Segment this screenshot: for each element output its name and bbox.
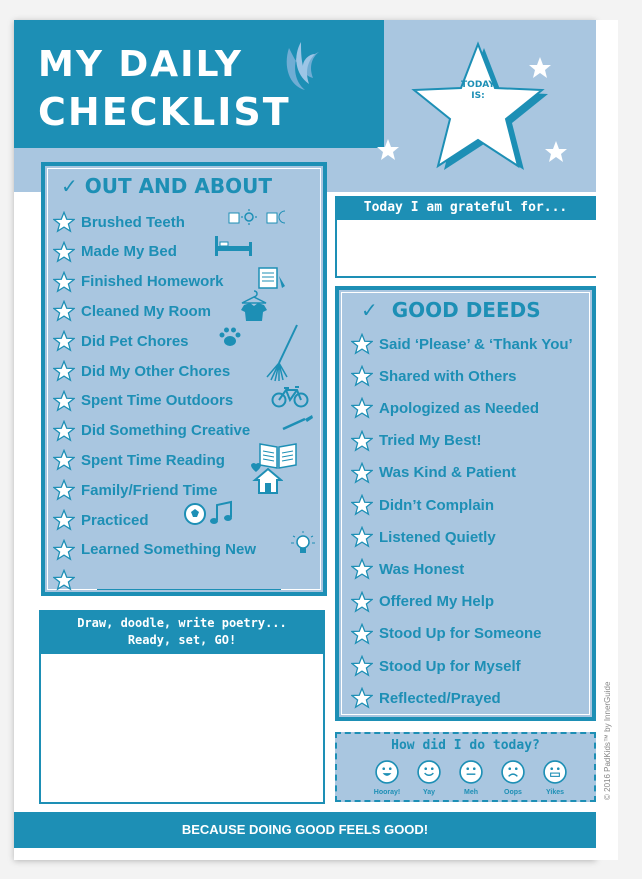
good-deed-label: Reflected/Prayed (379, 689, 501, 707)
rating-face-2[interactable] (451, 760, 491, 796)
star-checkbox-icon[interactable] (53, 479, 75, 501)
rating-face-4[interactable] (535, 760, 575, 796)
rating-face-label: Yay (422, 789, 436, 796)
star-checkbox-icon[interactable] (351, 558, 373, 580)
star-checkbox-icon[interactable] (53, 271, 75, 293)
good-deeds-title: ✓ GOOD DEEDS (361, 298, 541, 322)
star-checkbox-icon[interactable] (351, 430, 373, 452)
checklist-item[interactable] (53, 506, 149, 534)
rating-face-0[interactable] (367, 760, 407, 796)
star-checkbox-icon[interactable] (351, 591, 373, 613)
good-deed-item[interactable] (351, 459, 516, 487)
checklist-item-label: Practiced (81, 511, 149, 529)
star-checkbox-icon[interactable] (351, 365, 373, 387)
good-deed-label: Tried My Best! (379, 432, 482, 450)
star-checkbox-icon[interactable] (53, 360, 75, 382)
good-deed-label: Stood Up for Someone (379, 625, 542, 643)
good-deeds-panel (335, 286, 596, 721)
checklist-item[interactable] (53, 417, 250, 445)
good-deed-label: Didn’t Complain (379, 496, 494, 514)
star-checkbox-icon[interactable] (351, 526, 373, 548)
checklist-item-label: Learned Something New (81, 541, 257, 559)
grateful-write-area[interactable] (335, 220, 596, 278)
checklist-item[interactable] (53, 536, 256, 564)
page-title-line2: CHECKLIST (38, 90, 291, 134)
write-in-line[interactable] (97, 589, 281, 590)
star-checkbox-icon[interactable] (53, 420, 75, 442)
bicycle-icon (271, 385, 309, 413)
good-deed-item[interactable] (351, 555, 464, 583)
sun-moon-icon (227, 208, 289, 232)
checklist-item[interactable] (53, 268, 224, 296)
good-deed-label: Stood Up for Myself (379, 657, 521, 675)
grateful-title: Today I am grateful for... (363, 200, 568, 215)
good-deed-item[interactable] (351, 427, 482, 455)
star-checkbox-icon[interactable] (53, 390, 75, 412)
checklist-item[interactable] (53, 357, 230, 385)
rake-icon (265, 323, 301, 387)
good-deed-item[interactable] (351, 362, 517, 390)
out-and-about-panel (41, 162, 327, 596)
good-deed-item[interactable] (351, 523, 496, 551)
good-deed-label: Shared with Others (379, 367, 517, 385)
star-checkbox-icon[interactable] (53, 539, 75, 561)
rating-face-3[interactable] (493, 760, 533, 796)
star-checkbox-icon[interactable] (351, 687, 373, 709)
doodle-area[interactable] (39, 654, 325, 804)
good-deed-item[interactable] (351, 620, 542, 648)
good-deed-label: Listened Quietly (379, 528, 496, 546)
checklist-item-label: Spent Time Reading (81, 451, 225, 469)
checklist-item[interactable] (53, 238, 177, 266)
checklist-item[interactable] (53, 446, 225, 474)
checklist-item-label: Did Something Creative (81, 422, 251, 440)
page-title-line1: MY DAILY (38, 44, 243, 85)
good-deed-label: Was Honest (379, 560, 465, 578)
good-deed-label: Said ‘Please’ & ‘Thank You’ (379, 335, 573, 353)
checklist-item[interactable] (53, 387, 233, 415)
checklist-item[interactable] (53, 208, 185, 236)
star-checkbox-icon[interactable] (351, 494, 373, 516)
rating-face-1[interactable] (409, 760, 449, 796)
smiley-face-icon (501, 760, 525, 784)
star-checkbox-icon[interactable] (53, 211, 75, 233)
star-checkbox-icon[interactable] (53, 300, 75, 322)
good-deed-item[interactable] (351, 394, 539, 422)
star-checkbox-icon[interactable] (53, 569, 75, 591)
checklist-item-label: Finished Homework (81, 273, 224, 291)
good-deed-item[interactable] (351, 588, 494, 616)
rating-title: How did I do today? (391, 738, 540, 753)
good-deed-label: Was Kind & Patient (379, 464, 516, 482)
checklist-item-label: Spent Time Outdoors (81, 392, 234, 410)
checklist-item-label: Cleaned My Room (81, 302, 212, 320)
good-deed-label: Apologized as Needed (379, 399, 540, 417)
good-deed-label: Offered My Help (379, 593, 495, 611)
copyright-text: © 2016 PadKids™ by InnerGuide (603, 681, 612, 800)
checklist-item[interactable] (53, 297, 211, 325)
title-arrow (354, 20, 382, 148)
star-checkbox-icon[interactable] (351, 655, 373, 677)
star-checkbox-icon[interactable] (351, 462, 373, 484)
good-deed-item[interactable] (351, 491, 494, 519)
smiley-face-icon (375, 760, 399, 784)
checklist-item[interactable] (53, 566, 81, 594)
bed-icon (213, 234, 255, 262)
star-checkbox-icon[interactable] (53, 330, 75, 352)
star-checkbox-icon[interactable] (351, 397, 373, 419)
rating-face-label: Yikes (545, 789, 565, 796)
out-and-about-title: ✓ OUT AND ABOUT (61, 174, 272, 198)
paintbrush-icon (279, 413, 315, 437)
rating-face-label: Hooray! (373, 789, 401, 796)
checklist-item-label: Did Pet Chores (81, 332, 189, 350)
doodle-header (39, 610, 325, 654)
good-deed-item[interactable] (351, 330, 573, 358)
soccer-music-icon (183, 500, 239, 532)
checklist-item-label: Made My Bed (81, 243, 177, 261)
footer-banner (14, 812, 596, 848)
paw-icon (217, 325, 243, 353)
checklist-item[interactable] (53, 327, 189, 355)
logo-flame-icon (279, 38, 327, 98)
rating-face-label: Meh (464, 789, 478, 796)
star-checkbox-icon[interactable] (53, 241, 75, 263)
smiley-face-icon (417, 760, 441, 784)
house-heart-icon (247, 460, 283, 500)
good-deed-item[interactable] (351, 652, 521, 680)
smiley-face-icon (459, 760, 483, 784)
today-label: TODAY IS: (461, 80, 495, 101)
rating-panel (335, 732, 596, 802)
checklist-sheet (14, 20, 596, 860)
footer-text: BECAUSE DOING GOOD FEELS GOOD! (181, 822, 429, 837)
decor-star-icon (544, 140, 568, 164)
star-checkbox-icon[interactable] (351, 333, 373, 355)
checklist-item-label: Brushed Teeth (81, 213, 185, 231)
shirt-hanger-icon (239, 289, 269, 327)
star-checkbox-icon[interactable] (53, 509, 75, 531)
star-checkbox-icon[interactable] (53, 449, 75, 471)
smiley-face-icon (543, 760, 567, 784)
good-deed-item[interactable] (351, 684, 501, 712)
doodle-title: Draw, doodle, write poetry... Ready, set, GO! (77, 616, 287, 647)
decor-star-icon (376, 138, 400, 162)
rating-face-label: Oops (504, 789, 522, 796)
grateful-header (335, 196, 596, 220)
decor-star-icon (528, 56, 552, 80)
checklist-item-label: Did My Other Chores (81, 362, 231, 380)
lightbulb-icon (289, 530, 317, 564)
checklist-item-label: Family/Friend Time (81, 481, 218, 499)
star-checkbox-icon[interactable] (351, 623, 373, 645)
